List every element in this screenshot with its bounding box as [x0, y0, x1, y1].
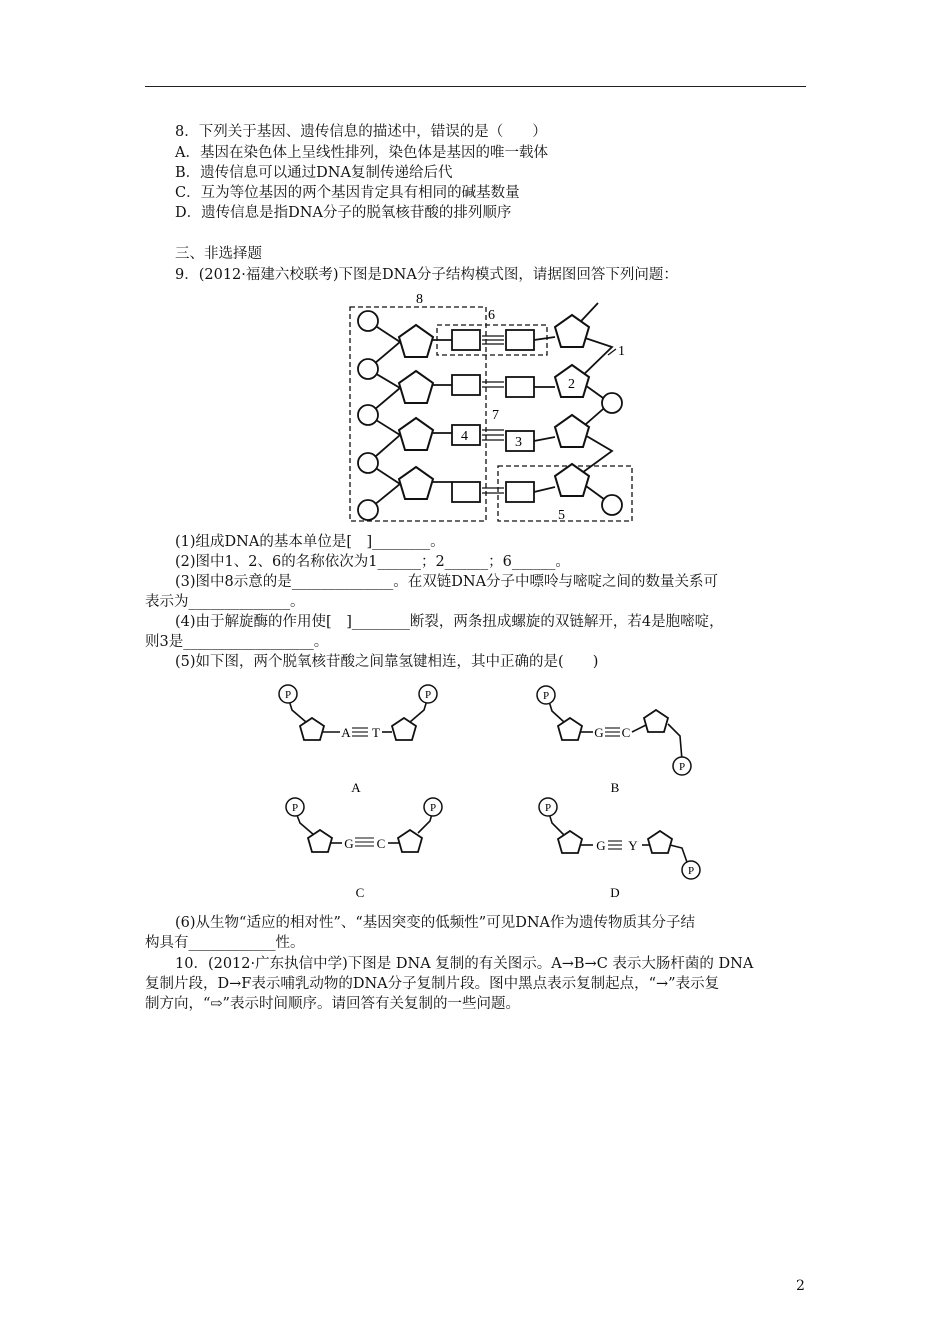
option-b-label: B: [610, 780, 620, 795]
q9-sub3b: 表示为______________。: [145, 594, 305, 610]
label-8: 8: [416, 292, 423, 307]
svg-text:G: G: [344, 836, 354, 851]
q10-line2: 复制片段，D→F表示哺乳动物的DNA分子复制片段。图中黑点表示复制起点，“→”表示复: [145, 976, 720, 992]
label-6: 6: [488, 308, 495, 323]
q10-line3: 制方向，“⇨”表示时间顺序。请回答有关复制的一些问题。: [145, 996, 520, 1012]
q8-option-a: A．基因在染色体上呈线性排列，染色体是基因的唯一载体: [175, 145, 548, 161]
label-7: 7: [492, 408, 499, 423]
svg-text:P: P: [291, 802, 299, 814]
q8-option-d: D．遗传信息是指DNA分子的脱氧核苷酸的排列顺序: [175, 205, 512, 221]
q9-sub2: (2)图中1、2、6的名称依次为1______；2______；6______。: [175, 554, 570, 570]
option-c-label: C: [355, 885, 365, 900]
svg-text:C: C: [621, 725, 631, 740]
label-3: 3: [515, 435, 522, 450]
q8-option-b: B．遗传信息可以通过DNA复制传递给后代: [175, 165, 453, 181]
svg-text:P: P: [284, 689, 292, 701]
svg-text:A: A: [341, 725, 351, 740]
svg-text:P: P: [687, 865, 695, 877]
nucleotide-pair-options: [270, 680, 710, 905]
svg-text:P: P: [678, 761, 686, 773]
q8-option-c: C．互为等位基因的两个基因肯定具有相同的碱基数量: [175, 185, 520, 201]
label-2: 2: [568, 377, 575, 392]
q9-sub6a: (6)从生物“适应的相对性”、“基因突变的低频性”可见DNA作为遗传物质其分子结: [175, 915, 695, 931]
label-4: 4: [461, 429, 468, 444]
label-1: 1: [618, 344, 625, 359]
header-rule: [145, 86, 806, 87]
svg-text:T: T: [372, 725, 380, 740]
svg-text:P: P: [544, 802, 552, 814]
q9-sub4a: (4)由于解旋酶的作用使[ ]________断裂，两条扭成螺旋的双链解开，若4是胞嘧啶，: [175, 614, 724, 630]
q9-sub5: (5)如下图，两个脱氧核苷酸之间靠氢键相连，其中正确的是( ): [175, 654, 599, 670]
svg-text:P: P: [542, 690, 550, 702]
q9-sub1: (1)组成DNA的基本单位是[ ]________。: [175, 534, 445, 550]
page-number: 2: [796, 1278, 805, 1294]
q10-line1: 10．(2012·广东执信中学)下图是 DNA 复制的有关图示。A→B→C 表示大肠杆菌的 DNA: [175, 956, 754, 972]
section-heading: 三、非选择题: [175, 246, 262, 262]
dna-structure-diagram: [340, 285, 640, 527]
q9-sub3a: (3)图中8示意的是______________。在双链DNA分子中嘌呤与嘧啶之间的数量关系可: [175, 574, 719, 590]
q9-stem: 9．(2012·福建六校联考)下图是DNA分子结构模式图，请据图回答下列问题：: [175, 267, 678, 283]
svg-text:G: G: [594, 725, 604, 740]
svg-text:P: P: [424, 689, 432, 701]
svg-text:G: G: [596, 838, 606, 853]
label-5: 5: [558, 508, 565, 523]
q9-sub4b: 则3是__________________。: [145, 634, 329, 650]
q9-sub6b: 构具有____________性。: [145, 935, 305, 951]
q8-stem: 8．下列关于基因、遗传信息的描述中，错误的是（ ）: [175, 124, 547, 140]
svg-text:P: P: [429, 802, 437, 814]
option-a-label: A: [351, 780, 361, 795]
svg-text:Y: Y: [628, 838, 638, 853]
option-d-label: D: [610, 885, 620, 900]
svg-text:C: C: [376, 836, 386, 851]
